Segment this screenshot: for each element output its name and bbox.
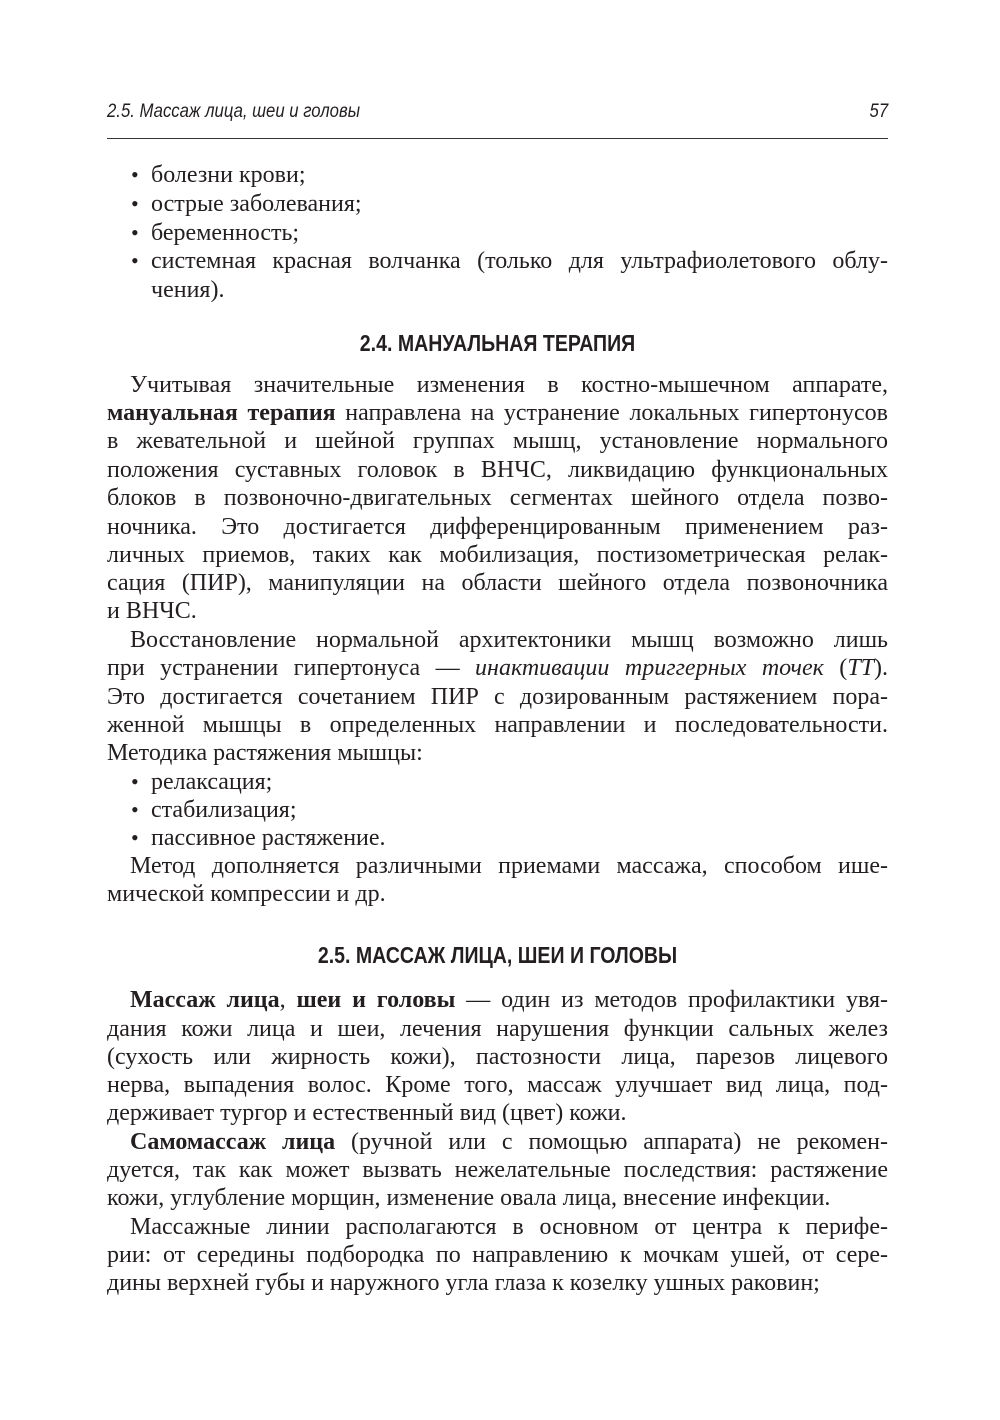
text-span: дания кожи лица и шеи, лечения нарушения функции сальных желез xyxy=(107,1016,888,1042)
page-number: 57 xyxy=(869,101,888,122)
text-line xyxy=(107,1269,888,1297)
text-span: (ручной или с помощью аппарата) не рекомен- xyxy=(335,1129,888,1155)
text-span: (сухость или жирность кожи), пастозности лица, парезов лицевого xyxy=(107,1044,888,1070)
section-heading: 2.4. МАНУАЛЬНАЯ ТЕРАПИЯ xyxy=(359,330,636,356)
bullet-icon: • xyxy=(131,825,139,850)
text-line xyxy=(107,1241,888,1269)
text-span: Восстановление нормальной архитектоники мышц возможно лишь xyxy=(130,627,888,653)
text-line xyxy=(130,986,888,1014)
text-line xyxy=(107,1099,888,1127)
bold-term: мануальная терапия xyxy=(107,400,336,426)
text-span: — один из методов профилактики увя- xyxy=(455,987,888,1013)
text-line xyxy=(107,739,888,767)
bullet-icon: • xyxy=(131,769,139,794)
text-line xyxy=(107,513,888,541)
text-line xyxy=(107,484,888,512)
text-span: Методика растяжения мышцы: xyxy=(107,740,423,766)
text-line xyxy=(151,796,297,824)
running-header-title: 2.5. Массаж лица, шеи и головы xyxy=(107,101,360,122)
text-span: Массажные линии располагаются в основном от центра к перифе- xyxy=(130,1214,888,1240)
text-span: чения). xyxy=(151,277,225,303)
text-line xyxy=(107,456,888,484)
bold-term: шеи и головы xyxy=(296,987,456,1013)
text-line xyxy=(130,1128,888,1156)
bold-term: Массаж лица xyxy=(130,987,280,1013)
italic-term: инактивации триггерных точек xyxy=(475,655,824,681)
text-line xyxy=(151,247,888,275)
text-span: личных приемов, таких как мобилизация, постизометрическая релак- xyxy=(107,542,888,568)
text-line xyxy=(107,1071,888,1099)
text-span: острые заболевания; xyxy=(151,191,362,217)
text-line xyxy=(130,852,888,880)
text-span: положения суставных головок в ВНЧС, ликвидацию функциональных xyxy=(107,457,888,483)
text-span: нерва, выпадения волос. Кроме того, массаж улучшает вид лица, под- xyxy=(107,1072,888,1098)
text-span: направлена на устранение локальных гипертонусов xyxy=(335,400,888,426)
text-span: Это достигается сочетанием ПИР с дозированным растяжением пора- xyxy=(107,684,888,710)
text-line xyxy=(107,711,888,739)
text-span: , xyxy=(279,987,297,1013)
text-span: при устранении гипертонуса — xyxy=(107,655,476,681)
bullet-icon: • xyxy=(131,248,139,273)
text-line xyxy=(151,161,306,189)
bullet-icon: • xyxy=(131,191,139,216)
text-line xyxy=(130,626,888,654)
text-span: кожи, углубление морщин, изменение овала лица, внесение инфекции. xyxy=(107,1185,831,1211)
text-line xyxy=(107,880,888,908)
text-span: дуется, так как может вызвать нежелательные последствия: растяжение xyxy=(107,1157,888,1183)
text-line xyxy=(107,399,888,427)
text-span: дины верхней губы и наружного угла глаза к козелку ушных раковин; xyxy=(107,1270,820,1296)
text-line xyxy=(107,683,888,711)
text-span: в жевательной и шейной группах мышц, установление нормального xyxy=(107,428,888,454)
text-line xyxy=(107,569,888,597)
text-span: пассивное растяжение. xyxy=(151,825,386,851)
text-span: Метод дополняется различными приемами массажа, способом ише- xyxy=(130,853,888,879)
header-rule xyxy=(107,138,888,139)
text-span: ( xyxy=(823,655,848,681)
text-line xyxy=(107,541,888,569)
text-line xyxy=(107,597,888,625)
text-span: релаксация; xyxy=(151,769,273,795)
text-span: женной мышцы в определенных направлении и последовательности. xyxy=(107,712,888,738)
text-span: ночника. Это достигается дифференцированным применением раз- xyxy=(107,514,888,540)
text-span: ). xyxy=(874,655,889,681)
text-line xyxy=(130,1213,888,1241)
text-span: мической компрессии и др. xyxy=(107,881,386,907)
section-heading: 2.5. МАССАЖ ЛИЦА, ШЕИ И ГОЛОВЫ xyxy=(317,942,678,968)
text-line xyxy=(107,427,888,455)
text-span: системная красная волчанка (только для ультрафиолетового облу- xyxy=(151,248,888,274)
italic-term: ТТ xyxy=(847,655,875,681)
text-span: болезни крови; xyxy=(151,162,306,188)
text-span: Учитывая значительные изменения в костно-мышечном аппарате, xyxy=(130,372,888,398)
bold-term: Самомассаж лица xyxy=(130,1129,336,1155)
text-span: блоков в позвоночно-двигательных сегментах шейного отдела позво- xyxy=(107,485,888,511)
text-span: и ВНЧС. xyxy=(107,598,197,624)
text-line xyxy=(107,1184,888,1212)
bullet-icon: • xyxy=(131,220,139,245)
text-span: держивает тургор и естественный вид (цвет) кожи. xyxy=(107,1100,627,1126)
text-line xyxy=(151,768,272,796)
text-span: стабилизация; xyxy=(151,797,297,823)
text-line xyxy=(151,276,224,304)
bullet-icon: • xyxy=(131,797,139,822)
text-span: рии: от середины подбородка по направлению к мочкам ушей, от сере- xyxy=(107,1242,888,1268)
text-line xyxy=(107,654,888,682)
text-line xyxy=(151,219,299,247)
text-line xyxy=(151,824,386,852)
text-line xyxy=(151,190,362,218)
text-line xyxy=(107,1015,888,1043)
text-line xyxy=(130,371,888,399)
text-line xyxy=(107,1156,888,1184)
text-span: беременность; xyxy=(151,220,300,246)
bullet-icon: • xyxy=(131,162,139,187)
text-span: сация (ПИР), манипуляции на области шейного отдела позвоночника xyxy=(107,570,888,596)
text-line xyxy=(107,1043,888,1071)
